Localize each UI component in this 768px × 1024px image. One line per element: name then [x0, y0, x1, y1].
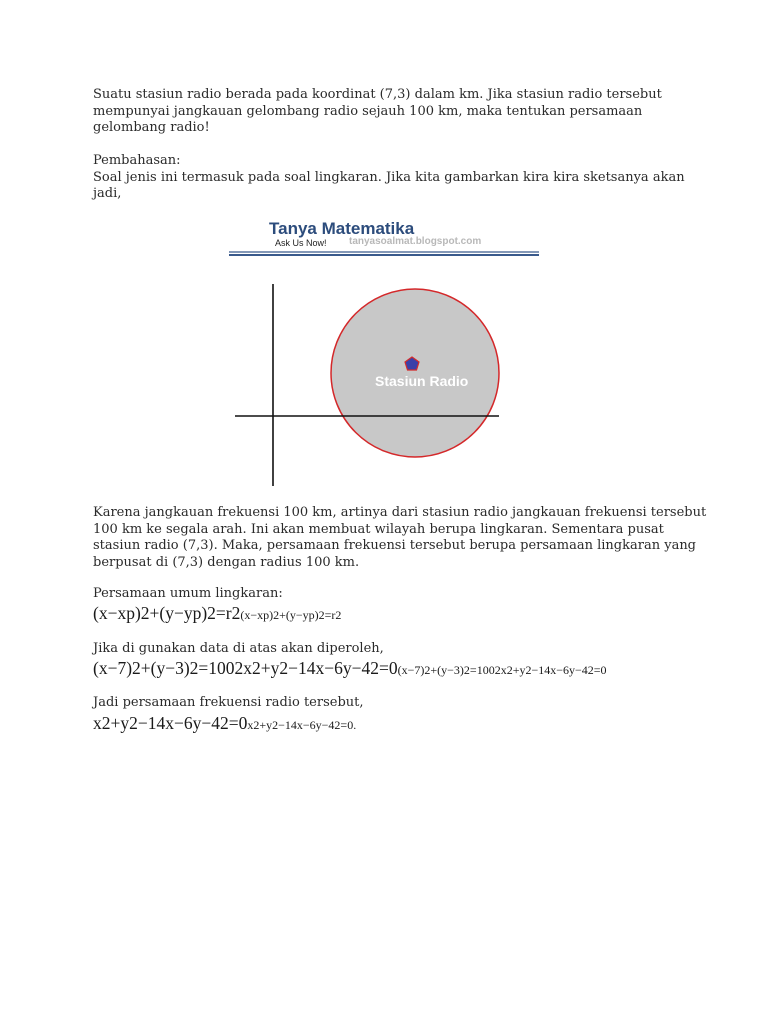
discussion-heading: Pembahasan: [93, 153, 181, 168]
discussion-line: Soal jenis ini termasuk pada soal lingkaran. Jika kita gambarkan kira kira sketsanya akan [93, 169, 685, 185]
radio-range-diagram [233, 280, 503, 490]
general-equation [93, 603, 341, 624]
explanation-line: stasiun radio (7,3). Maka, persamaan frekuensi tersebut berupa persamaan lingkaran yang [93, 538, 697, 553]
station-label: Stasiun Radio [375, 373, 469, 389]
problem-paragraph [93, 87, 693, 137]
applied-equation-alt: (x−7)2+(y−3)2=1002x2+y2−14x−6y−42=0 [397, 663, 607, 677]
general-equation-main: (x−xp)2+(y−yp)2=r2 [93, 603, 241, 623]
banner-title: Tanya Matematika [269, 219, 415, 238]
explanation-line: berpusat di (7,3) dengan radius 100 km. [93, 554, 360, 570]
problem-line: Suatu stasiun radio berada pada koordinat (7,3) dalam km. Jika stasiun radio tersebut [93, 87, 662, 102]
discussion-paragraph [93, 153, 693, 203]
banner-url: tanyasoalmat.blogspot.com [349, 236, 482, 247]
conclusion-label: Jadi persamaan frekuensi radio tersebut, [93, 695, 364, 710]
conclusion-equation-alt: x2+y2−14x−6y−42=0. [247, 718, 357, 732]
explanation-line: 100 km ke segala arah. Ini akan membuat wilayah berupa lingkaran. Sementara pusat [93, 521, 664, 537]
banner-tagline: Ask Us Now! [275, 238, 327, 248]
conclusion-equation [93, 713, 356, 734]
conclusion-equation-main: x2+y2−14x−6y−42=0 [93, 713, 248, 733]
applied-label: Jika di gunakan data di atas akan diperoleh, [93, 641, 384, 656]
applied-equation [93, 658, 607, 679]
discussion-line: jadi, [93, 186, 122, 201]
applied-equation-main: (x−7)2+(y−3)2=1002x2+y2−14x−6y−42=0 [93, 658, 398, 678]
problem-line: gelombang radio! [93, 120, 210, 135]
general-equation-alt: (x−xp)2+(y−yp)2=r2 [240, 608, 342, 622]
tanya-matematika-banner [229, 214, 539, 260]
general-label: Persamaan umum lingkaran: [93, 586, 283, 601]
explanation-paragraph [93, 505, 707, 571]
problem-line: mempunyai jangkauan gelombang radio sejauh 100 km, maka tentukan persamaan [93, 103, 643, 119]
explanation-line: Karena jangkauan frekuensi 100 km, artinya dari stasiun radio jangkauan frekuensi tersebut [93, 505, 707, 520]
